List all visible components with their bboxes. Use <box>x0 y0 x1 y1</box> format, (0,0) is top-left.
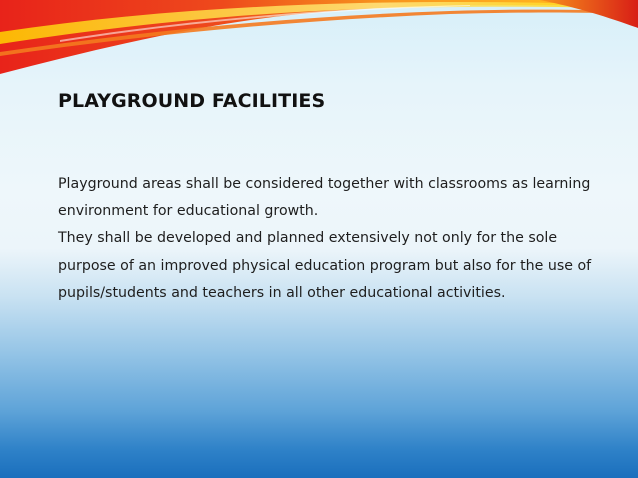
body-paragraph-2: They shall be developed and planned extensively not only for the sole purpose of an improved physical education program but also for the use of pupils/students and teachers in all other educational activities. <box>58 230 592 301</box>
slide-body <box>58 171 598 307</box>
decorative-swoosh-banner <box>0 0 638 80</box>
slide-title: PLAYGROUND FACILITIES <box>58 90 326 112</box>
body-paragraph-1: Playground areas shall be considered together with classrooms as learning environment for educational growth. <box>58 176 591 220</box>
